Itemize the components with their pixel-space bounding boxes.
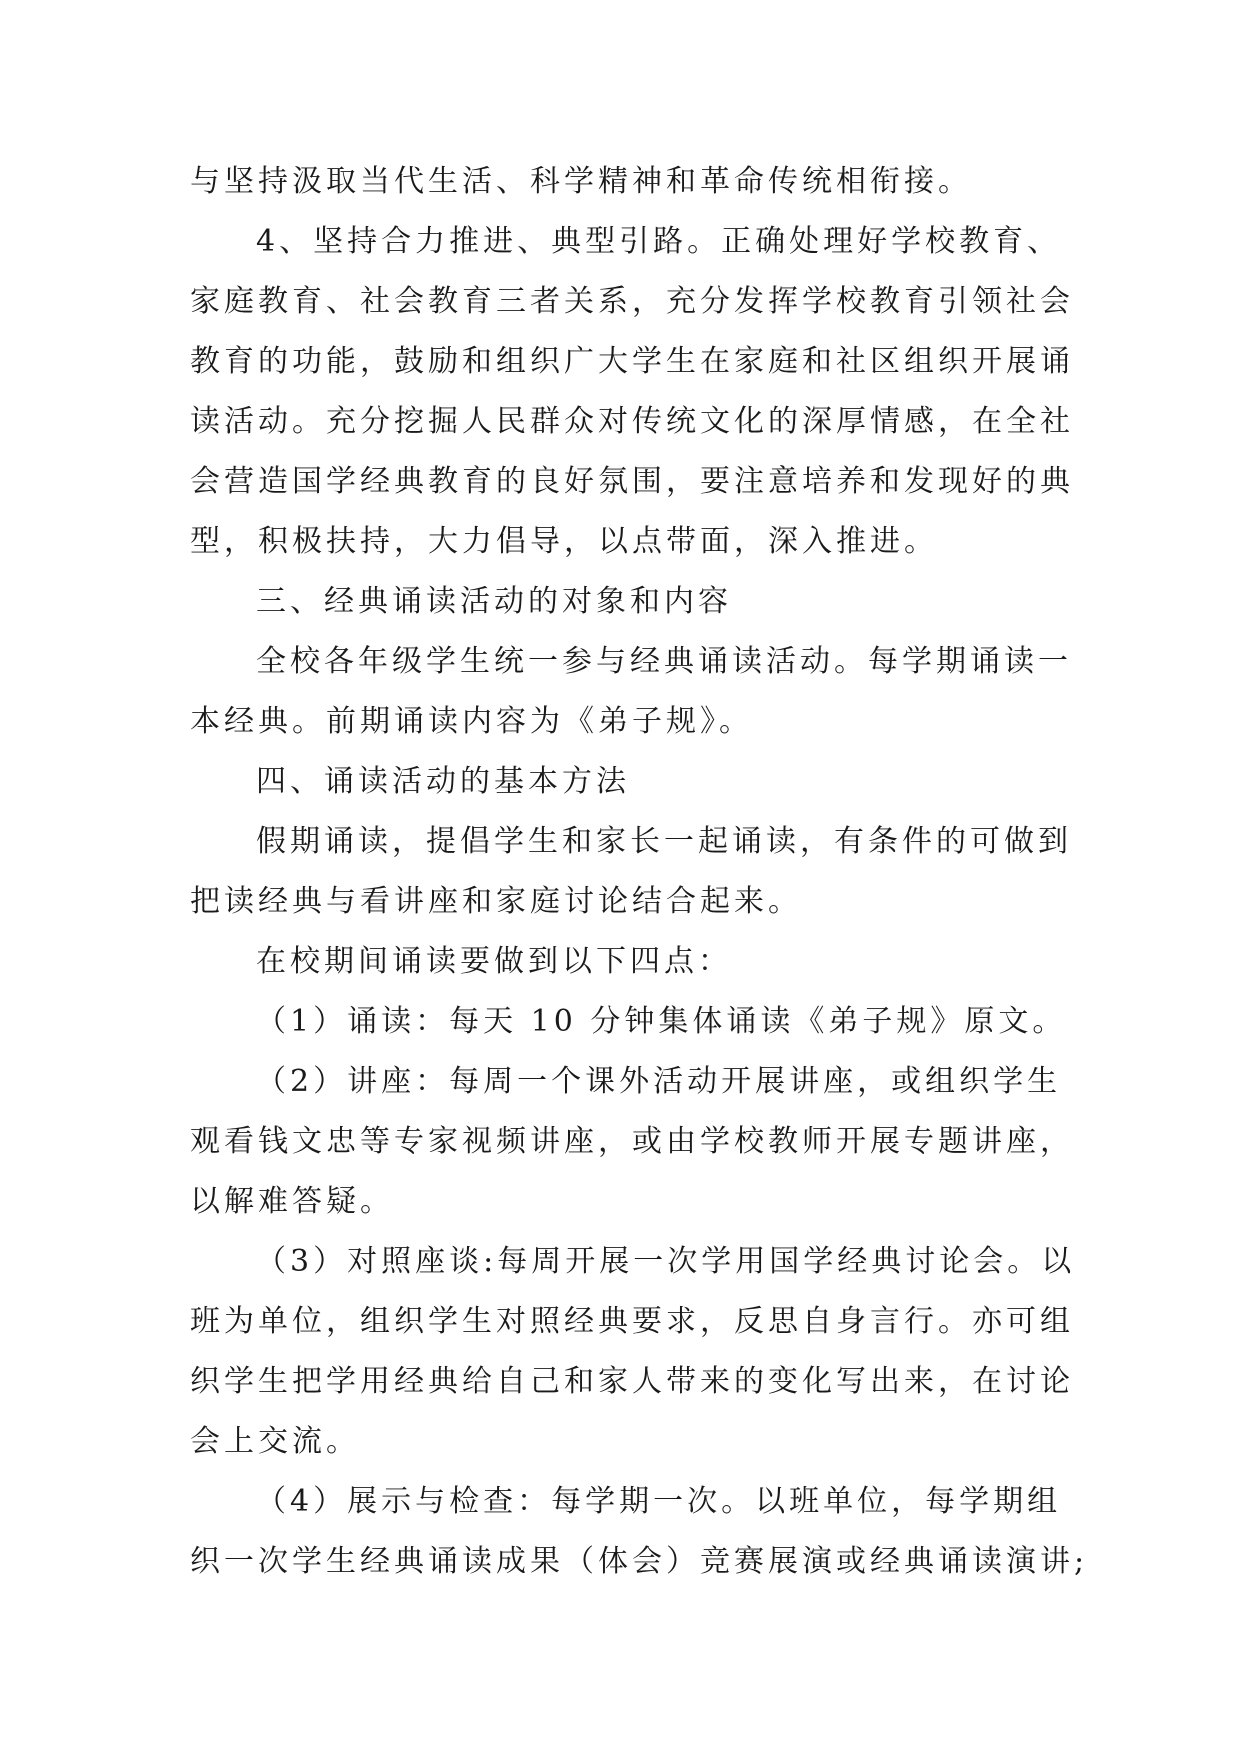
text-line: 织一次学生经典诵读成果（体会）竞赛展演或经典诵读演讲; <box>190 1544 1089 1579</box>
list-item-2: （2）讲座：每周一个课外活动开展讲座，或组织学生 <box>256 1064 1062 1099</box>
text-line: 本经典。前期诵读内容为《弟子规》。 <box>190 704 753 739</box>
list-item-4: （4）展示与检查：每学期一次。以班单位，每学期组 <box>256 1484 1062 1519</box>
text-line: 教育的功能，鼓励和组织广大学生在家庭和社区组织开展诵 <box>190 344 1074 379</box>
text-line: 织学生把学用经典给自己和家人带来的变化写出来，在讨论 <box>190 1364 1074 1399</box>
paragraph-principle-4: 4、坚持合力推进、典型引路。正确处理好学校教育、 <box>256 224 1062 259</box>
list-item-3: （3）对照座谈:每周开展一次学用国学经典讨论会。以 <box>256 1244 1076 1279</box>
text-line: 以解难答疑。 <box>190 1184 394 1219</box>
paragraph-holiday-reading: 假期诵读，提倡学生和家长一起诵读，有条件的可做到 <box>256 824 1072 859</box>
text-line: 会营造国学经典教育的良好氛围，要注意培养和发现好的典 <box>190 464 1074 499</box>
section-heading-4: 四、诵读活动的基本方法 <box>256 764 630 799</box>
text-line: 读活动。充分挖掘人民群众对传统文化的深厚情感，在全社 <box>190 404 1074 439</box>
section-heading-3: 三、经典诵读活动的对象和内容 <box>256 584 732 619</box>
document-body <box>190 152 1089 1592</box>
text-line: 观看钱文忠等专家视频讲座，或由学校教师开展专题讲座， <box>190 1124 1074 1159</box>
text-line: 家庭教育、社会教育三者关系，充分发挥学校教育引领社会 <box>190 284 1074 319</box>
text-line-continuation: 与坚持汲取当代生活、科学精神和革命传统相衔接。 <box>190 164 972 199</box>
list-item-1: （1）诵读：每天 10 分钟集体诵读《弟子规》原文。 <box>256 1004 1067 1039</box>
text-line: 型，积极扶持，大力倡导，以点带面，深入推进。 <box>190 524 938 559</box>
text-line: 班为单位，组织学生对照经典要求，反思自身言行。亦可组 <box>190 1304 1074 1339</box>
paragraph-participants: 全校各年级学生统一参与经典诵读活动。每学期诵读一 <box>256 644 1072 679</box>
text-line: 把读经典与看讲座和家庭讨论结合起来。 <box>190 884 802 919</box>
text-line: 会上交流。 <box>190 1424 360 1459</box>
paragraph-school-reading-intro: 在校期间诵读要做到以下四点： <box>256 944 732 979</box>
